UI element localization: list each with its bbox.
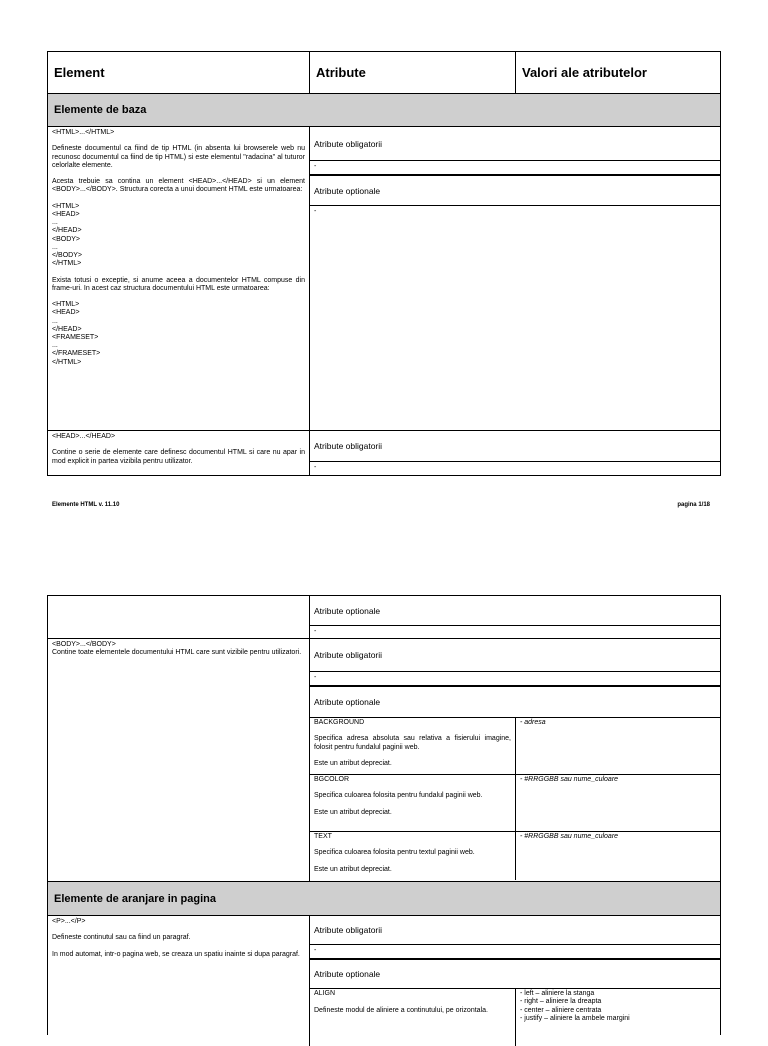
html-element-attributes bbox=[310, 127, 720, 430]
p-element-row bbox=[48, 916, 720, 1046]
section-heading-layout: Elemente de aranjare in pagina bbox=[48, 882, 720, 916]
head-element-row bbox=[48, 431, 720, 475]
required-attributes-value: - bbox=[310, 161, 720, 175]
p-element-description: <P>...</P> Defineste continutul sau ca fiind un paragraf. In mod automat, intr-o pagina web, se creaza un spatiu inainte si dupa paragraf. bbox=[48, 916, 310, 1046]
body-element-attributes bbox=[310, 639, 720, 881]
page2-table bbox=[47, 595, 721, 1035]
required-attributes-label: Atribute obligatorii bbox=[310, 127, 720, 161]
attribute-align-value: - left – aliniere la stanga - right – aliniere la dreapta - center – aliniere centrata - justify – aliniere la ambele margini bbox=[520, 990, 630, 1022]
attribute-text-row bbox=[310, 831, 720, 880]
attribute-bgcolor-description: BGCOLOR Specifica culoarea folosita pentru fundalul paginii web. Este un atribut depreciat. bbox=[310, 775, 516, 831]
optional-attributes-label: Atribute optionale bbox=[314, 968, 381, 979]
attribute-background-row bbox=[310, 717, 720, 774]
footer-right: pagina 1/18 bbox=[677, 502, 710, 508]
attribute-text-value bbox=[516, 832, 720, 880]
empty-cell bbox=[48, 596, 310, 638]
head-optional-attributes bbox=[310, 596, 720, 638]
header-attributes: Atribute bbox=[310, 52, 516, 93]
footer-left: Elemente HTML v. 11.10 bbox=[52, 502, 120, 508]
html-element-description: <HTML>...</HTML> Defineste documentul ca fiind de tip HTML (in absenta lui browserele web nu recunosc documentul ca fiind de tip HTML) si este elementul "radacina" al tuturor celorlalte elemente. Acesta trebuie sa contina un element <HEAD>...</HEAD> si un element <BODY>...</BODY>. Structura corecta a unui document HTML este urmatoarea: <HTML> <HEAD> ... </HEAD> <BODY> ... </BODY> </HTML> Exista totusi o exceptie, si anume aceea a documentelor HTML compuse din frame-uri. In acest caz structura documentului HTML este urmatoarea: <HTML> <HEAD> ... </HEAD> <FRAMESET> ... </FRAMESET> </HTML> bbox=[48, 127, 310, 430]
attribute-align-row bbox=[310, 988, 720, 1046]
head-element-attributes bbox=[310, 431, 720, 475]
required-attributes-value: - bbox=[310, 945, 720, 958]
required-attributes-value: - bbox=[310, 672, 720, 686]
header-values: Valori ale atributelor bbox=[522, 65, 647, 80]
attribute-align-description: ALIGN Defineste modul de aliniere a continutului, pe orizontala. bbox=[310, 989, 516, 1046]
attribute-bgcolor-value bbox=[516, 775, 720, 831]
attribute-background-value bbox=[516, 718, 720, 774]
optional-attributes-value: - bbox=[314, 208, 317, 215]
page1-table bbox=[47, 51, 721, 476]
p-element-attributes bbox=[310, 916, 720, 1046]
value-text: - #RRGGBB sau nume_culoare bbox=[520, 776, 619, 783]
header-element: Element bbox=[48, 52, 310, 93]
html-element-row bbox=[48, 127, 720, 431]
required-attributes-label: Atribute obligatorii bbox=[310, 431, 720, 462]
head-continued-row bbox=[48, 596, 720, 639]
table-header-row bbox=[48, 52, 720, 94]
value-text: - #RRGGBB sau nume_culoare bbox=[520, 833, 619, 840]
required-attributes-label: Atribute obligatorii bbox=[310, 916, 720, 945]
body-element-row bbox=[48, 639, 720, 882]
attribute-text-description: TEXT Specifica culoarea folosita pentru textul paginii web. Este un atribut depreciat. bbox=[310, 832, 516, 880]
body-element-description: <BODY>...</BODY> Contine toate elementele documentului HTML care sunt vizibile pentru utilizatori. bbox=[48, 639, 310, 881]
required-attributes-label: Atribute obligatorii bbox=[310, 639, 720, 672]
required-attributes-value: - bbox=[314, 464, 317, 471]
value-text: - adresa bbox=[520, 719, 546, 726]
optional-attributes-label: Atribute optionale bbox=[314, 697, 381, 707]
optional-attributes-value: - bbox=[314, 628, 317, 635]
attribute-background-description: BACKGROUND Specifica adresa absoluta sau relativa a fisierului imagine, folosit pentru fundalul paginii web. Este un atribut depreciat. bbox=[310, 718, 516, 774]
section-heading-base: Elemente de baza bbox=[48, 94, 720, 127]
optional-attributes-label: Atribute optionale bbox=[310, 596, 720, 626]
head-element-description: <HEAD>...</HEAD> Contine o serie de elemente care definesc documentul HTML si care nu apar in mod explicit in partea vizibila pentru utilizator. bbox=[48, 431, 310, 475]
attribute-bgcolor-row bbox=[310, 774, 720, 831]
optional-attributes-label: Atribute optionale bbox=[310, 176, 720, 206]
